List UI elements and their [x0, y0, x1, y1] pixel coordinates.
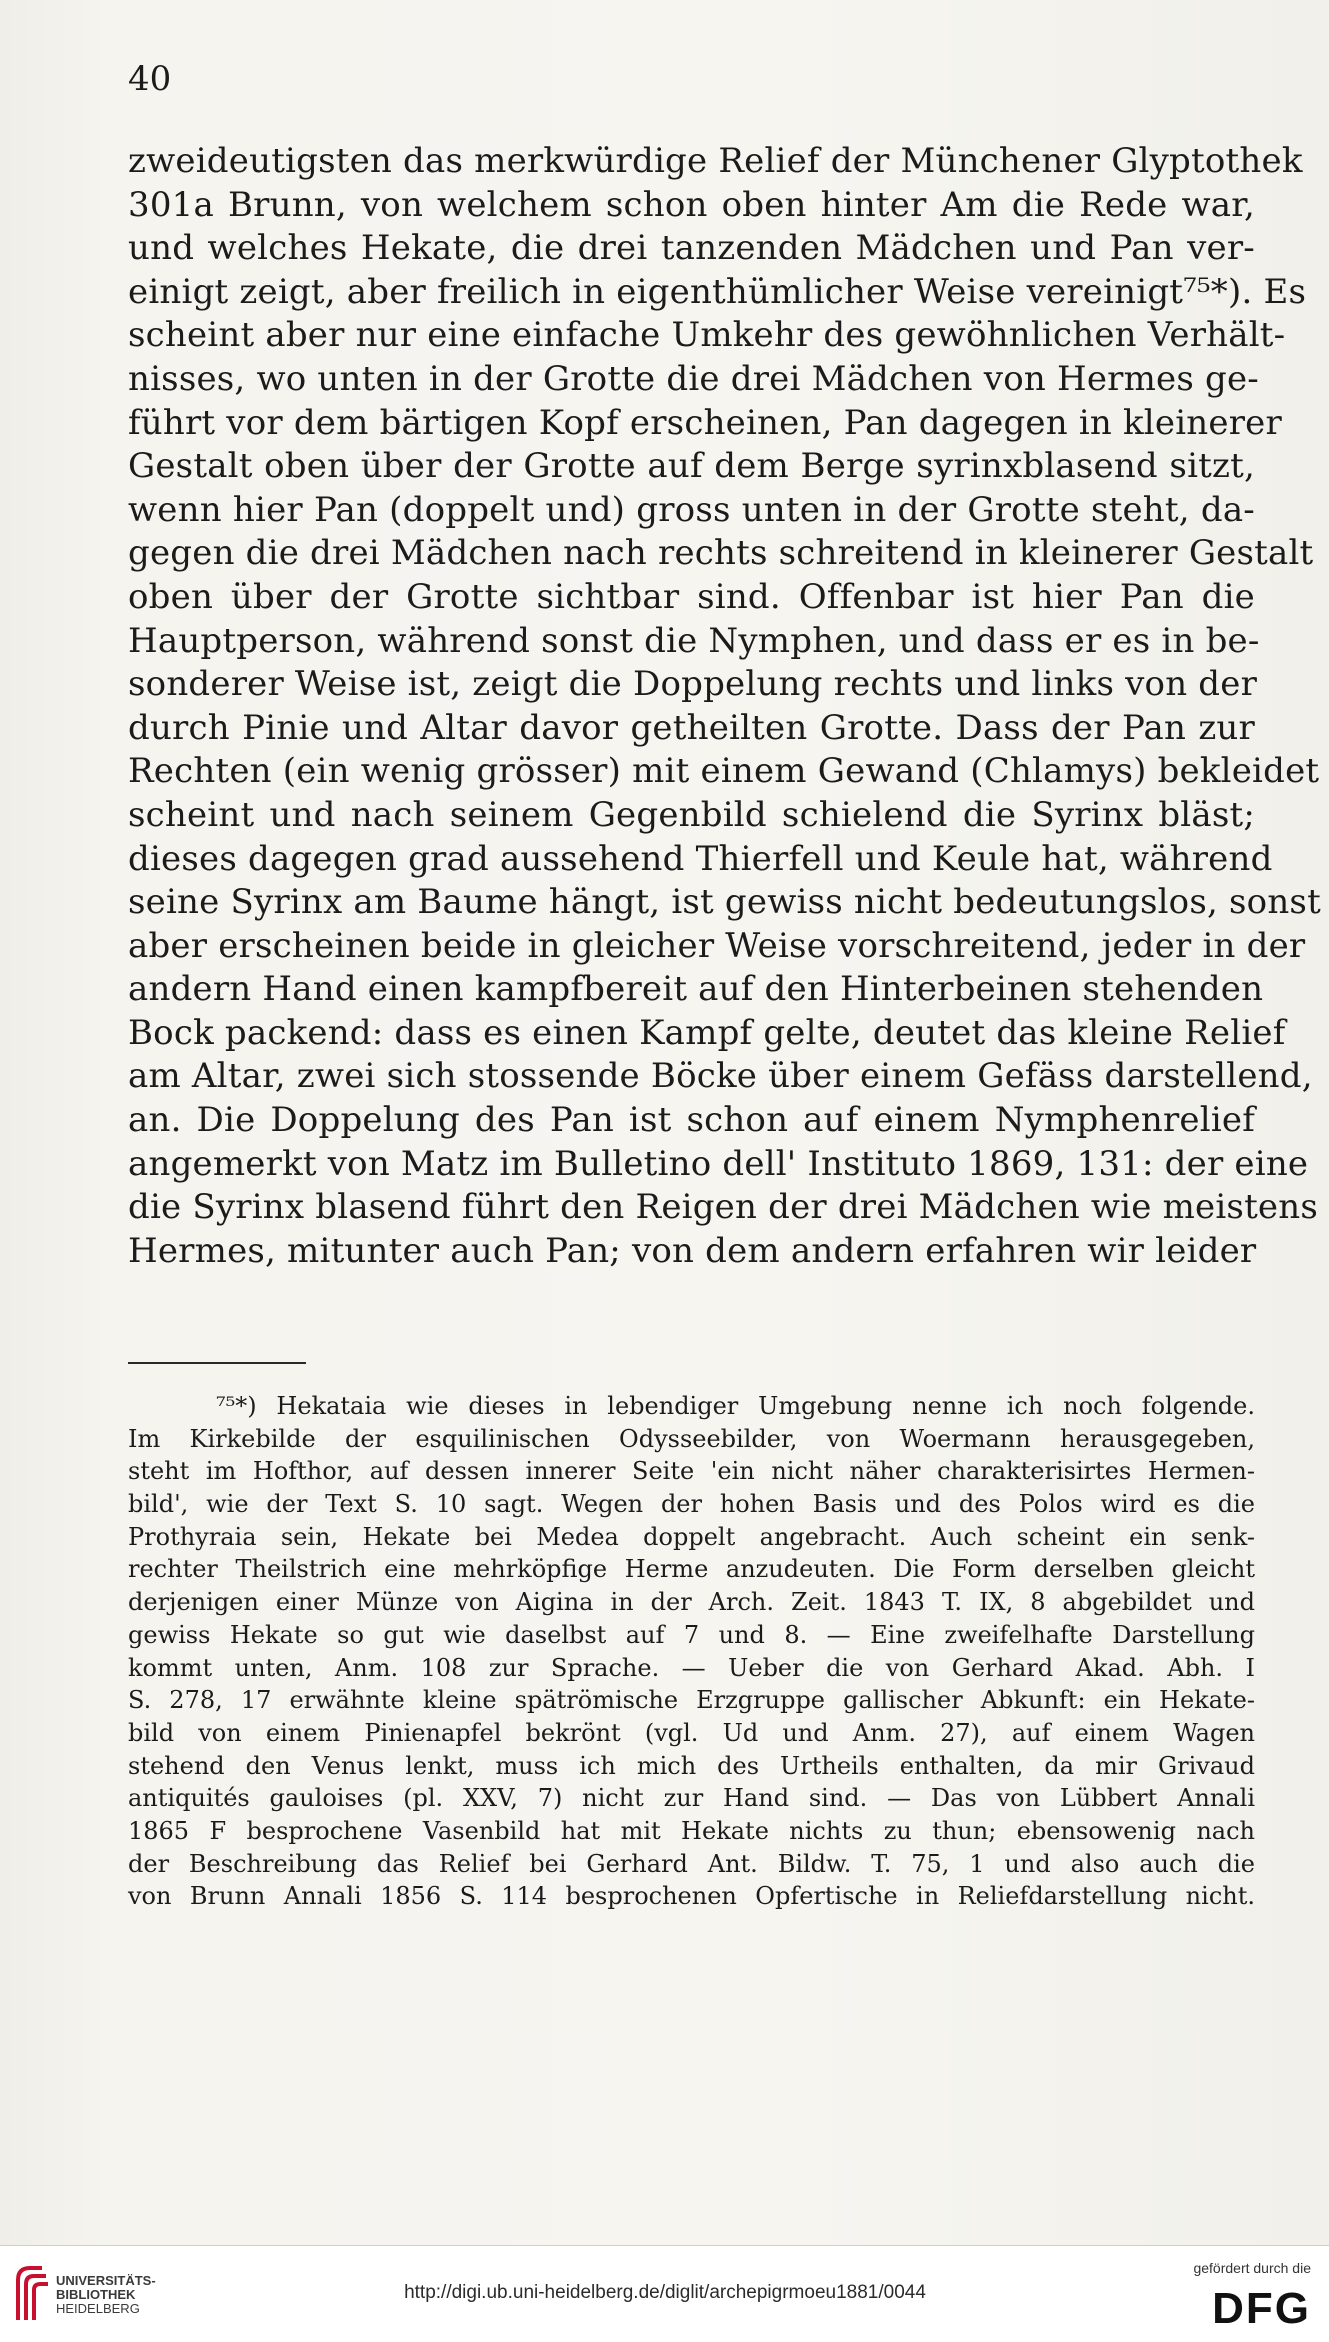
footnote-line: stehend den Venus lenkt, muss ich mich des Urtheils enthalten, da mir Grivaud: [128, 1751, 1255, 1780]
library-name-line: UNIVERSITÄTS-: [56, 2273, 156, 2288]
footnote-line: rechter Theilstrich eine mehrköpfige Herme anzudeuten. Die Form derselben gleicht: [128, 1555, 1255, 1584]
footnote-line: derjenigen einer Münze von Aigina in der Arch. Zeit. 1843 T. IX, 8 abgebildet und: [128, 1588, 1255, 1617]
footnote-line: ⁷⁵*) Hekataia wie dieses in lebendiger Umgebung nenne ich noch folgende.: [216, 1392, 1255, 1420]
footnote-line: bild', wie der Text S. 10 sagt. Wegen der hohen Basis und des Polos wird es die: [128, 1490, 1255, 1519]
footnote-line: Im Kirkebilde der esquilinischen Odysseebilder, von Woermann herausgegeben,: [128, 1424, 1255, 1453]
main-text-line: oben über der Grotte sichtbar sind. Offenbar ist hier Pan die: [128, 576, 1255, 617]
main-text-line: dieses dagegen grad aussehend Thierfell und Keule hat, während: [128, 838, 1273, 879]
main-text-line: durch Pinie und Altar davor getheilten Grotte. Dass der Pan zur: [128, 707, 1255, 748]
digitization-footer: [0, 2245, 1329, 2342]
footnote-line: Prothyraia sein, Hekate bei Medea doppelt angebracht. Auch scheint ein senk-: [128, 1522, 1255, 1551]
dfg-logo: DFG: [1212, 2284, 1311, 2333]
footnote-line: 1865 F besprochene Vasenbild hat mit Hekate nichts zu thun; ebensowenig nach: [128, 1816, 1255, 1845]
library-name: [56, 2274, 156, 2316]
main-text-line: zweideutigsten das merkwürdige Relief der Münchener Glyptothek: [128, 141, 1303, 181]
footnote-line: gewiss Hekate so gut wie daselbst auf 7 und 8. — Eine zweifelhafte Darstellung: [128, 1620, 1255, 1649]
main-text-line: seine Syrinx am Baume hängt, ist gewiss nicht bedeutungslos, sonst: [128, 882, 1321, 923]
main-text-line: scheint aber nur eine einfache Umkehr des gewöhnlichen Verhält-: [128, 315, 1286, 356]
main-text-line: die Syrinx blasend führt den Reigen der drei Mädchen wie meistens: [128, 1187, 1319, 1228]
main-text-line: nisses, wo unten in der Grotte die drei Mädchen von Hermes ge-: [128, 358, 1259, 399]
footnote-line: kommt unten, Anm. 108 zur Sprache. — Ueber die von Gerhard Akad. Abh. I: [128, 1653, 1255, 1682]
main-text-line: sonderer Weise ist, zeigt die Doppelung rechts und links von der: [128, 664, 1258, 705]
source-url-link[interactable]: http://digi.ub.uni-heidelberg.de/diglit/archepigrmoeu1881/0044: [404, 2282, 926, 2303]
page-number: 40: [128, 59, 172, 99]
main-text-line: führt vor dem bärtigen Kopf erscheinen, Pan dagegen in kleinerer: [128, 402, 1282, 443]
footnote-line: S. 278, 17 erwähnte kleine spätrömische Erzgruppe gallischer Abkunft: ein Hekate-: [128, 1686, 1255, 1715]
main-text-line: 301a Brunn, von welchem schon oben hinter Am die Rede war,: [128, 184, 1255, 225]
funding-caption: gefördert durch die: [1193, 2260, 1311, 2276]
main-text-line: Hermes, mitunter auch Pan; von dem andern erfahren wir leider: [128, 1230, 1257, 1271]
main-text-line: an. Die Doppelung des Pan ist schon auf einem Nymphenrelief: [128, 1100, 1255, 1141]
footnote-line: steht im Hofthor, auf dessen innerer Seite 'ein nicht näher charakterisirtes Hermen-: [128, 1457, 1255, 1486]
footnote-line: bild von einem Pinienapfel bekrönt (vgl. Ud und Anm. 27), auf einem Wagen: [128, 1718, 1255, 1747]
footnote-line: antiquités gauloises (pl. XXV, 7) nicht zur Hand sind. — Das von Lübbert Annali: [128, 1784, 1255, 1813]
main-text-block: [128, 140, 1321, 1273]
footnote-block: [128, 1390, 1255, 1913]
main-text-line: Bock packend: dass es einen Kampf gelte, deutet das kleine Relief: [128, 1012, 1286, 1053]
main-text-line: angemerkt von Matz im Bulletino dell' Instituto 1869, 131: der eine: [128, 1143, 1309, 1184]
main-text-line: andern Hand einen kampfbereit auf den Hinterbeinen stehenden: [128, 969, 1264, 1010]
main-text-line: einigt zeigt, aber freilich in eigenthümlicher Weise vereinigt⁷⁵*). Es: [128, 271, 1307, 312]
main-text-line: wenn hier Pan (doppelt und) gross unten in der Grotte steht, da-: [128, 489, 1255, 530]
main-text-line: und welches Hekate, die drei tanzenden Mädchen und Pan ver-: [128, 228, 1255, 269]
main-text-line: Rechten (ein wenig grösser) mit einem Gewand (Chlamys) bekleidet: [128, 751, 1320, 792]
library-name-line: HEIDELBERG: [56, 2301, 140, 2316]
university-library-logo-icon: [12, 2260, 52, 2326]
main-text-line: Hauptperson, während sonst die Nymphen, und dass er es in be-: [128, 620, 1260, 661]
main-text-line: gegen die drei Mädchen nach rechts schreitend in kleinerer Gestalt: [128, 533, 1314, 574]
footnote-line: von Brunn Annali 1856 S. 114 besprochenen Opfertische in Reliefdarstellung nicht.: [128, 1882, 1255, 1911]
main-text-line: scheint und nach seinem Gegenbild schielend die Syrinx bläst;: [128, 794, 1255, 835]
main-text-line: Gestalt oben über der Grotte auf dem Berge syrinxblasend sitzt,: [128, 446, 1255, 487]
footnote-divider: [128, 1362, 306, 1364]
main-text-line: am Altar, zwei sich stossende Böcke über einem Gefäss darstellend,: [128, 1056, 1313, 1097]
main-text-line: aber erscheinen beide in gleicher Weise vorschreitend, jeder in der: [128, 925, 1306, 966]
library-name-line: BIBLIOTHEK: [56, 2287, 136, 2302]
footnote-line: der Beschreibung das Relief bei Gerhard Ant. Bildw. T. 75, 1 und also auch die: [128, 1849, 1255, 1878]
